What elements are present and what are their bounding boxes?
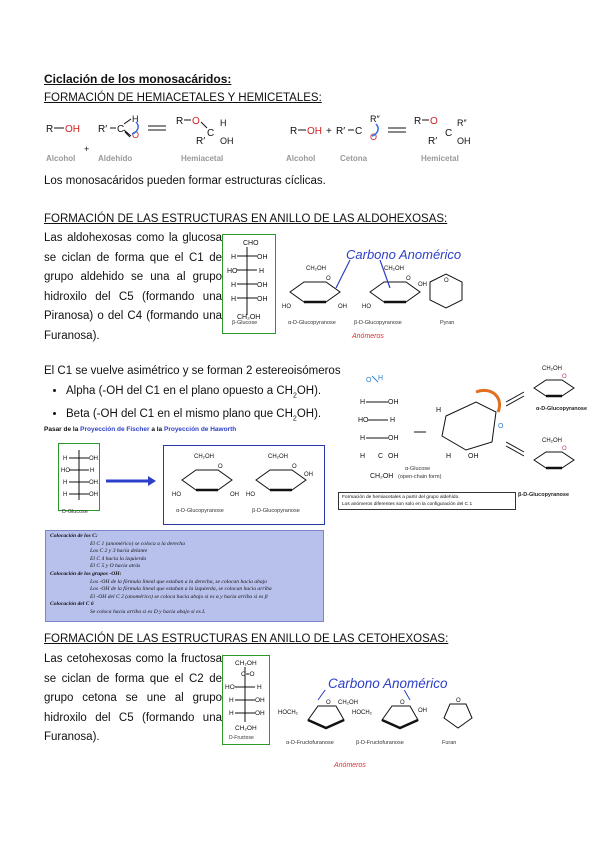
svg-text:CH₂OH: CH₂OH [338,700,358,706]
svg-text:R′: R′ [196,136,206,147]
label-open-chain: (open-chain form) [398,474,442,480]
label-anomeros-keto: Anómeros [334,762,366,769]
svg-text:OH: OH [65,124,80,135]
svg-text:C: C [445,128,453,139]
label-aldehido: Aldehído [98,154,133,163]
keto-line: Las cetohexosas como la fructosa [44,653,222,665]
caption-line-1: Formación de hemiacetales a partir del grupo aldehído. [342,495,460,500]
fischer-haworth-link: Pasar de la Proyección de Fischer a la Proyección de Haworth [44,426,237,433]
svg-text:CH₂OH: CH₂OH [306,266,326,272]
paragraph-cyclic: Los monosacáridos pueden formar estructuras cíclicas. [44,175,326,187]
label-hemicetal: Hemicetal [421,154,459,163]
paragraph-estereoisomeros: El C1 se vuelve asimétrico y se forman 2 estereoisómeros [44,365,341,377]
svg-text:HO: HO [246,492,255,498]
label-cyc-alpha: α-D-Glucopyranose [536,406,588,412]
label-ch2oh: CH₂OH [370,473,394,480]
svg-text:O: O [192,116,200,127]
haworth-box [163,445,325,525]
bluebox-line: El -OH del C 2 (anomérico) se coloca hacia abajo si es α y hacia arriba si es β [90,593,268,600]
svg-text:HO: HO [362,304,371,310]
fischer-fructose-svg [223,656,269,734]
svg-text:C: C [378,453,384,460]
label-d-glucose: D-Glucose [62,509,88,515]
fischer-glucose-svg [223,235,275,333]
caption-line-2: Los anómeros diferentes son solo en la configuración del C 1 [342,502,473,507]
svg-text:CH₂OH: CH₂OH [384,266,404,272]
bluebox-line: Colocación de los C: [50,533,98,539]
section-heading-hemiacetales: FORMACIÓN DE HEMIACETALES Y HEMICETALES: [44,92,322,104]
svg-text:H: H [259,268,265,275]
svg-text:O: O [400,700,405,706]
svg-text:OH: OH [257,254,268,261]
svg-text:O: O [562,374,567,380]
svg-text:C: C [207,128,215,139]
label-beta-fructofuranose: β-D-Fructofuranose [356,740,404,746]
paragraph-cetohexosas [44,650,222,748]
bluebox-line: Los -OH de la fórmula lineal que estaban a la derecha, se colocan hacia abajo [90,578,268,585]
svg-text:HO: HO [61,468,70,474]
bullet-beta: • Beta (-OH del C1 en el mismo plano que $CH_2OH$). [66,405,321,428]
svg-text:O: O [456,698,461,704]
label-cetona: Cetona [340,154,368,163]
fischer-svg-2 [59,444,99,510]
svg-text:H: H [360,435,366,442]
svg-text:CHO: CHO [243,240,259,247]
svg-text:O: O [366,377,372,384]
svg-text:R: R [46,124,54,135]
svg-text:OH: OH [418,708,427,714]
svg-text:R: R [414,116,422,127]
fischer-glucose-box [222,234,276,334]
label-pyran: Pyran [440,320,455,326]
svg-text:O: O [326,276,331,282]
anomer-bullets [44,382,321,429]
label-alpha-fructofuranose: α-D-Fructofuranose [286,740,334,746]
svg-text:H: H [257,684,262,691]
bullet-alpha: • Alpha (-OH del C1 en el plano opuesto a $CH_2OH$). [66,382,321,405]
svg-text:OH: OH [257,282,268,289]
section-heading-cetohexosas: FORMACIÓN DE LAS ESTRUCTURAS EN ANILLO DE LAS CETOHEXOSAS: [44,633,449,645]
bluebox-line: Se coloca hacia arriba si es D y hacia abajo si es L [90,608,206,615]
label-alcohol: Alcohol [46,154,76,163]
aldo-line: Piranosa) o del C4 (formando una [44,310,222,322]
svg-text:OH: OH [468,453,479,460]
keto-line: Furanosa). [44,731,100,743]
svg-text:H: H [231,282,237,289]
aldo-line: se ciclan de forma que el C1 de [44,251,222,264]
svg-text:CH₂OH: CH₂OH [235,660,257,667]
svg-text:HOCH₂: HOCH₂ [278,710,298,716]
label-haworth-beta: β-D-Glucopyranose [252,508,300,514]
label-alpha-glucose: α-Glucose [405,466,431,472]
svg-text:H: H [63,480,68,486]
label-haworth-alpha: α-D-Glucopyranose [176,508,224,514]
label-carbono-anomerico-keto: Carbono Anomérico [328,676,448,691]
keto-line: se ciclan de forma que el C2 de [44,672,222,685]
svg-text:H: H [436,407,442,414]
aldo-line: hidroxilo del C5 (formando una [44,290,222,303]
cyclization-figure [356,362,582,512]
page-title: Ciclación de los monosacáridos: [44,72,232,86]
svg-text:H: H [378,375,384,382]
fischer-box-2 [58,443,100,511]
svg-text:H: H [132,114,139,124]
svg-text:HO: HO [282,304,291,310]
svg-text:R′: R′ [98,124,108,135]
svg-text:OH: OH [255,697,265,704]
svg-text:H: H [229,710,234,717]
svg-text:HO: HO [358,417,369,424]
svg-text:R: R [290,126,298,137]
aldo-line: Las aldohexosas como la glucosa [44,232,222,244]
svg-text:OH: OH [89,492,98,498]
svg-text:H: H [446,453,452,460]
aldo-line: Furanosa). [44,329,100,342]
svg-text:R″: R″ [370,114,380,124]
svg-text:R′: R′ [428,136,438,147]
svg-text:H: H [390,417,396,424]
svg-text:HO: HO [227,268,238,275]
svg-text:CH₂OH: CH₂OH [194,454,214,460]
label-furan: Furan [442,740,457,746]
furanose-rings-svg [278,690,488,738]
svg-text:C: C [355,126,363,137]
svg-text:H: H [231,296,237,303]
svg-text:H: H [90,468,95,474]
svg-text:O: O [430,116,438,127]
svg-text:OH: OH [89,480,98,486]
svg-text:O: O [498,423,504,430]
svg-text:OH: OH [338,304,347,310]
label-anomeros-aldo: Anómeros [352,333,384,340]
svg-text:OH: OH [257,296,268,303]
bluebox-line: Los C 2 y 3 hacia delante [90,548,148,555]
haworth-svg [164,446,324,508]
plus-sign: + [84,144,90,154]
label-hemiacetal: Hemiacetal [181,154,224,163]
svg-text:HO: HO [172,492,181,498]
label-carbono-anomerico-aldo: Carbono Anomérico [346,247,462,262]
svg-text:CH₂OH: CH₂OH [235,725,257,732]
svg-text:OH: OH [457,136,471,146]
svg-text:H: H [231,254,237,261]
svg-text:H: H [63,456,68,462]
svg-text:CH₂OH: CH₂OH [542,438,562,444]
bluebox-line: El C 5 y O hacia atrás [90,563,141,570]
keto-line: grupo cetona se une al grupo [44,692,222,704]
label-fructose: D-Fructose [229,735,254,741]
svg-text:O: O [326,700,331,706]
svg-text:OH: OH [255,710,265,717]
colocacion-box [45,530,324,622]
bluebox-line: Los -OH de la fórmula lineal que estaban a la izquierda, se colocan hacia arriba [90,586,272,593]
svg-text:OH: OH [89,456,98,462]
svg-text:OH: OH [388,435,399,442]
bluebox-line: El C 4 hacia la izquierda [90,555,147,562]
svg-text:H: H [360,453,366,460]
svg-text:CH₂OH: CH₂OH [268,454,288,460]
svg-text:OH: OH [388,453,399,460]
svg-text:HOCH₂: HOCH₂ [352,710,372,716]
svg-text:R′: R′ [336,126,346,137]
svg-text:OH: OH [388,399,399,406]
svg-text:OH: OH [418,282,427,288]
svg-text:H: H [229,697,234,704]
svg-text:H: H [220,118,227,128]
svg-text:O: O [292,464,297,470]
svg-text:O: O [562,446,567,452]
furanose-rings [278,690,488,738]
label-cyc-beta: β-D-Glucopyranose [518,492,570,498]
fischer-fructose-box [222,655,270,745]
svg-text:O: O [406,276,411,282]
label-alcohol-2: Alcohol [286,154,316,163]
label-beta-glucopyranose: β-D-Glucopyranose [354,320,402,326]
svg-text:C=O: C=O [241,671,255,678]
svg-text:H: H [360,399,366,406]
svg-text:OH: OH [230,492,239,498]
svg-text:CH₂OH: CH₂OH [237,314,261,321]
aldo-line: grupo aldehido se una al grupo [44,271,222,283]
svg-text:O: O [444,278,449,284]
svg-text:R: R [176,116,184,127]
anomeric-arrows-svg [330,258,400,294]
svg-text:H: H [63,492,68,498]
svg-text:C: C [117,124,125,135]
label-alpha-glucopyranose: α-D-Glucopyranose [288,320,336,326]
svg-text:O: O [218,464,223,470]
cyclization-svg [356,362,582,512]
svg-text:O: O [132,130,140,140]
svg-text:CH₂OH: CH₂OH [542,366,562,372]
bluebox-line: Colocación del C 6 [50,601,94,608]
keto-line: hidroxilo del C5 (formando una [44,711,222,724]
svg-text:OH: OH [304,472,313,478]
paragraph-aldohexosas [44,229,222,346]
bluebox-line: Colocación de los grupos -OH: [50,570,122,577]
arrow-right-icon [104,474,158,488]
label-glucose: β-Glucose [232,320,258,326]
cyclization-caption [338,492,516,510]
section-heading-aldohexosas: FORMACIÓN DE LAS ESTRUCTURAS EN ANILLO DE LAS ALDOHEXOSAS: [44,213,448,225]
bluebox-line: El C 1 (anomérico) se coloca a la derecha [90,540,185,547]
svg-text:OH: OH [307,126,322,137]
svg-text:OH: OH [220,136,234,146]
svg-text:R″: R″ [457,118,467,128]
svg-text:O: O [370,132,378,142]
svg-text:+: + [326,126,332,137]
svg-text:HO: HO [225,684,235,691]
